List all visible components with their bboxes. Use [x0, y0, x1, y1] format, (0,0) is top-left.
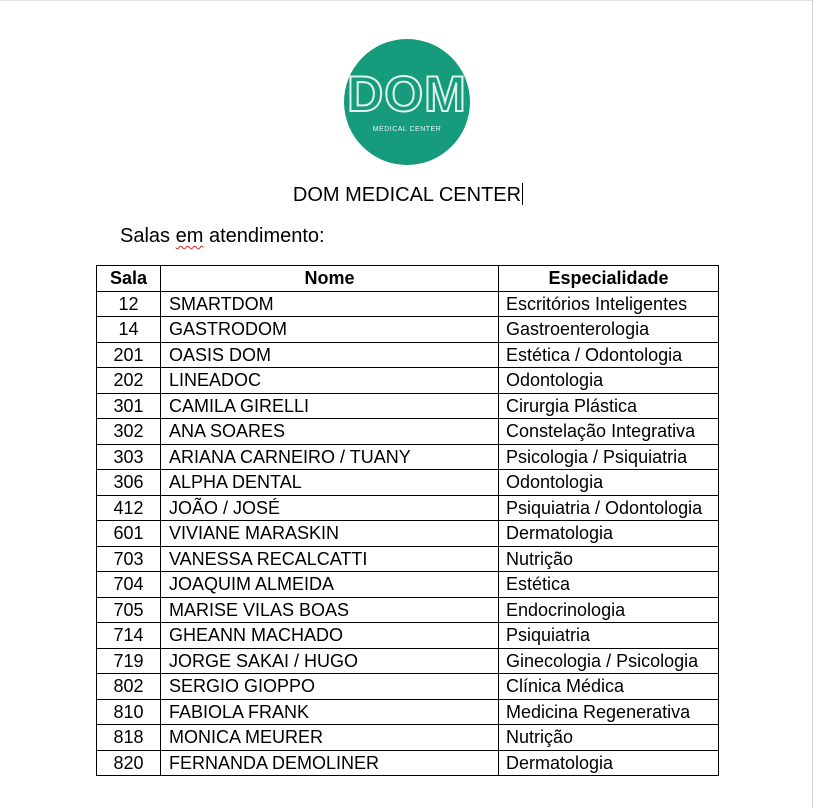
- cell-especialidade[interactable]: Medicina Regenerativa: [499, 699, 719, 725]
- cell-nome[interactable]: FERNANDA DEMOLINER: [161, 750, 499, 776]
- cell-sala[interactable]: 12: [97, 291, 161, 317]
- document-subtitle[interactable]: [120, 225, 325, 248]
- table-row: [97, 342, 719, 368]
- cell-especialidade[interactable]: Odontologia: [499, 470, 719, 496]
- cell-nome[interactable]: SMARTDOM: [161, 291, 499, 317]
- table-row: [97, 317, 719, 343]
- table-row: [97, 674, 719, 700]
- table-row: [97, 495, 719, 521]
- document-title[interactable]: [0, 183, 816, 207]
- cell-nome[interactable]: SERGIO GIOPPO: [161, 674, 499, 700]
- spellcheck-flagged-word[interactable]: em: [175, 225, 204, 247]
- table-row: [97, 291, 719, 317]
- cell-especialidade[interactable]: Dermatologia: [499, 750, 719, 776]
- table-header-row: [97, 266, 719, 292]
- cell-especialidade[interactable]: Clínica Médica: [499, 674, 719, 700]
- table-row: [97, 725, 719, 751]
- cell-especialidade[interactable]: Estética: [499, 572, 719, 598]
- subtitle-post: atendimento:: [203, 225, 325, 247]
- cell-sala[interactable]: 714: [97, 623, 161, 649]
- cell-especialidade[interactable]: Nutrição: [499, 725, 719, 751]
- cell-nome[interactable]: JORGE SAKAI / HUGO: [161, 648, 499, 674]
- subtitle-pre: Salas: [120, 225, 176, 247]
- cell-nome[interactable]: JOAQUIM ALMEIDA: [161, 572, 499, 598]
- table-row: [97, 750, 719, 776]
- table-row: [97, 419, 719, 445]
- cell-nome[interactable]: GHEANN MACHADO: [161, 623, 499, 649]
- table-row: [97, 699, 719, 725]
- document-title-text[interactable]: DOM MEDICAL CENTER: [292, 184, 522, 206]
- cell-sala[interactable]: 818: [97, 725, 161, 751]
- cell-especialidade[interactable]: Constelação Integrativa: [499, 419, 719, 445]
- cell-especialidade[interactable]: Ginecologia / Psicologia: [499, 648, 719, 674]
- cell-nome[interactable]: LINEADOC: [161, 368, 499, 394]
- header-especialidade: Especialidade: [499, 266, 719, 292]
- cell-sala[interactable]: 302: [97, 419, 161, 445]
- cell-nome[interactable]: MONICA MEURER: [161, 725, 499, 751]
- cell-sala[interactable]: 810: [97, 699, 161, 725]
- cell-nome[interactable]: MARISE VILAS BOAS: [161, 597, 499, 623]
- cell-nome[interactable]: ALPHA DENTAL: [161, 470, 499, 496]
- cell-especialidade[interactable]: Estética / Odontologia: [499, 342, 719, 368]
- cell-nome[interactable]: FABIOLA FRANK: [161, 699, 499, 725]
- cell-especialidade[interactable]: Escritórios Inteligentes: [499, 291, 719, 317]
- header-sala: Sala: [97, 266, 161, 292]
- cell-especialidade[interactable]: Cirurgia Plástica: [499, 393, 719, 419]
- cell-nome[interactable]: ANA SOARES: [161, 419, 499, 445]
- cell-sala[interactable]: 820: [97, 750, 161, 776]
- cell-nome[interactable]: OASIS DOM: [161, 342, 499, 368]
- table-row: [97, 368, 719, 394]
- logo-wordmark: DOM: [347, 66, 467, 122]
- cell-nome[interactable]: ARIANA CARNEIRO / TUANY: [161, 444, 499, 470]
- cell-especialidade[interactable]: Gastroenterologia: [499, 317, 719, 343]
- logo-subtitle: MEDICAL CENTER: [372, 126, 442, 133]
- table-row: [97, 572, 719, 598]
- cell-sala[interactable]: 703: [97, 546, 161, 572]
- table-row: [97, 393, 719, 419]
- table-row: [97, 546, 719, 572]
- cell-nome[interactable]: GASTRODOM: [161, 317, 499, 343]
- cell-nome[interactable]: JOÃO / JOSÉ: [161, 495, 499, 521]
- dom-logo: [344, 39, 470, 165]
- cell-especialidade[interactable]: Nutrição: [499, 546, 719, 572]
- cell-sala[interactable]: 201: [97, 342, 161, 368]
- cell-sala[interactable]: 412: [97, 495, 161, 521]
- text-cursor: [522, 183, 523, 205]
- table-row: [97, 597, 719, 623]
- table-row: [97, 444, 719, 470]
- cell-nome[interactable]: VIVIANE MARASKIN: [161, 521, 499, 547]
- header-nome: Nome: [161, 266, 499, 292]
- cell-especialidade[interactable]: Odontologia: [499, 368, 719, 394]
- cell-nome[interactable]: VANESSA RECALCATTI: [161, 546, 499, 572]
- cell-sala[interactable]: 202: [97, 368, 161, 394]
- table-row: [97, 470, 719, 496]
- table-row: [97, 521, 719, 547]
- cell-especialidade[interactable]: Psiquiatria / Odontologia: [499, 495, 719, 521]
- cell-sala[interactable]: 303: [97, 444, 161, 470]
- cell-sala[interactable]: 705: [97, 597, 161, 623]
- table-row: [97, 648, 719, 674]
- cell-nome[interactable]: CAMILA GIRELLI: [161, 393, 499, 419]
- cell-especialidade[interactable]: Psiquiatria: [499, 623, 719, 649]
- cell-sala[interactable]: 719: [97, 648, 161, 674]
- cell-sala[interactable]: 601: [97, 521, 161, 547]
- cell-sala[interactable]: 14: [97, 317, 161, 343]
- cell-especialidade[interactable]: Endocrinologia: [499, 597, 719, 623]
- cell-sala[interactable]: 704: [97, 572, 161, 598]
- rooms-table: [96, 265, 719, 776]
- cell-especialidade[interactable]: Psicologia / Psiquiatria: [499, 444, 719, 470]
- cell-sala[interactable]: 301: [97, 393, 161, 419]
- cell-especialidade[interactable]: Dermatologia: [499, 521, 719, 547]
- cell-sala[interactable]: 306: [97, 470, 161, 496]
- cell-sala[interactable]: 802: [97, 674, 161, 700]
- table-row: [97, 623, 719, 649]
